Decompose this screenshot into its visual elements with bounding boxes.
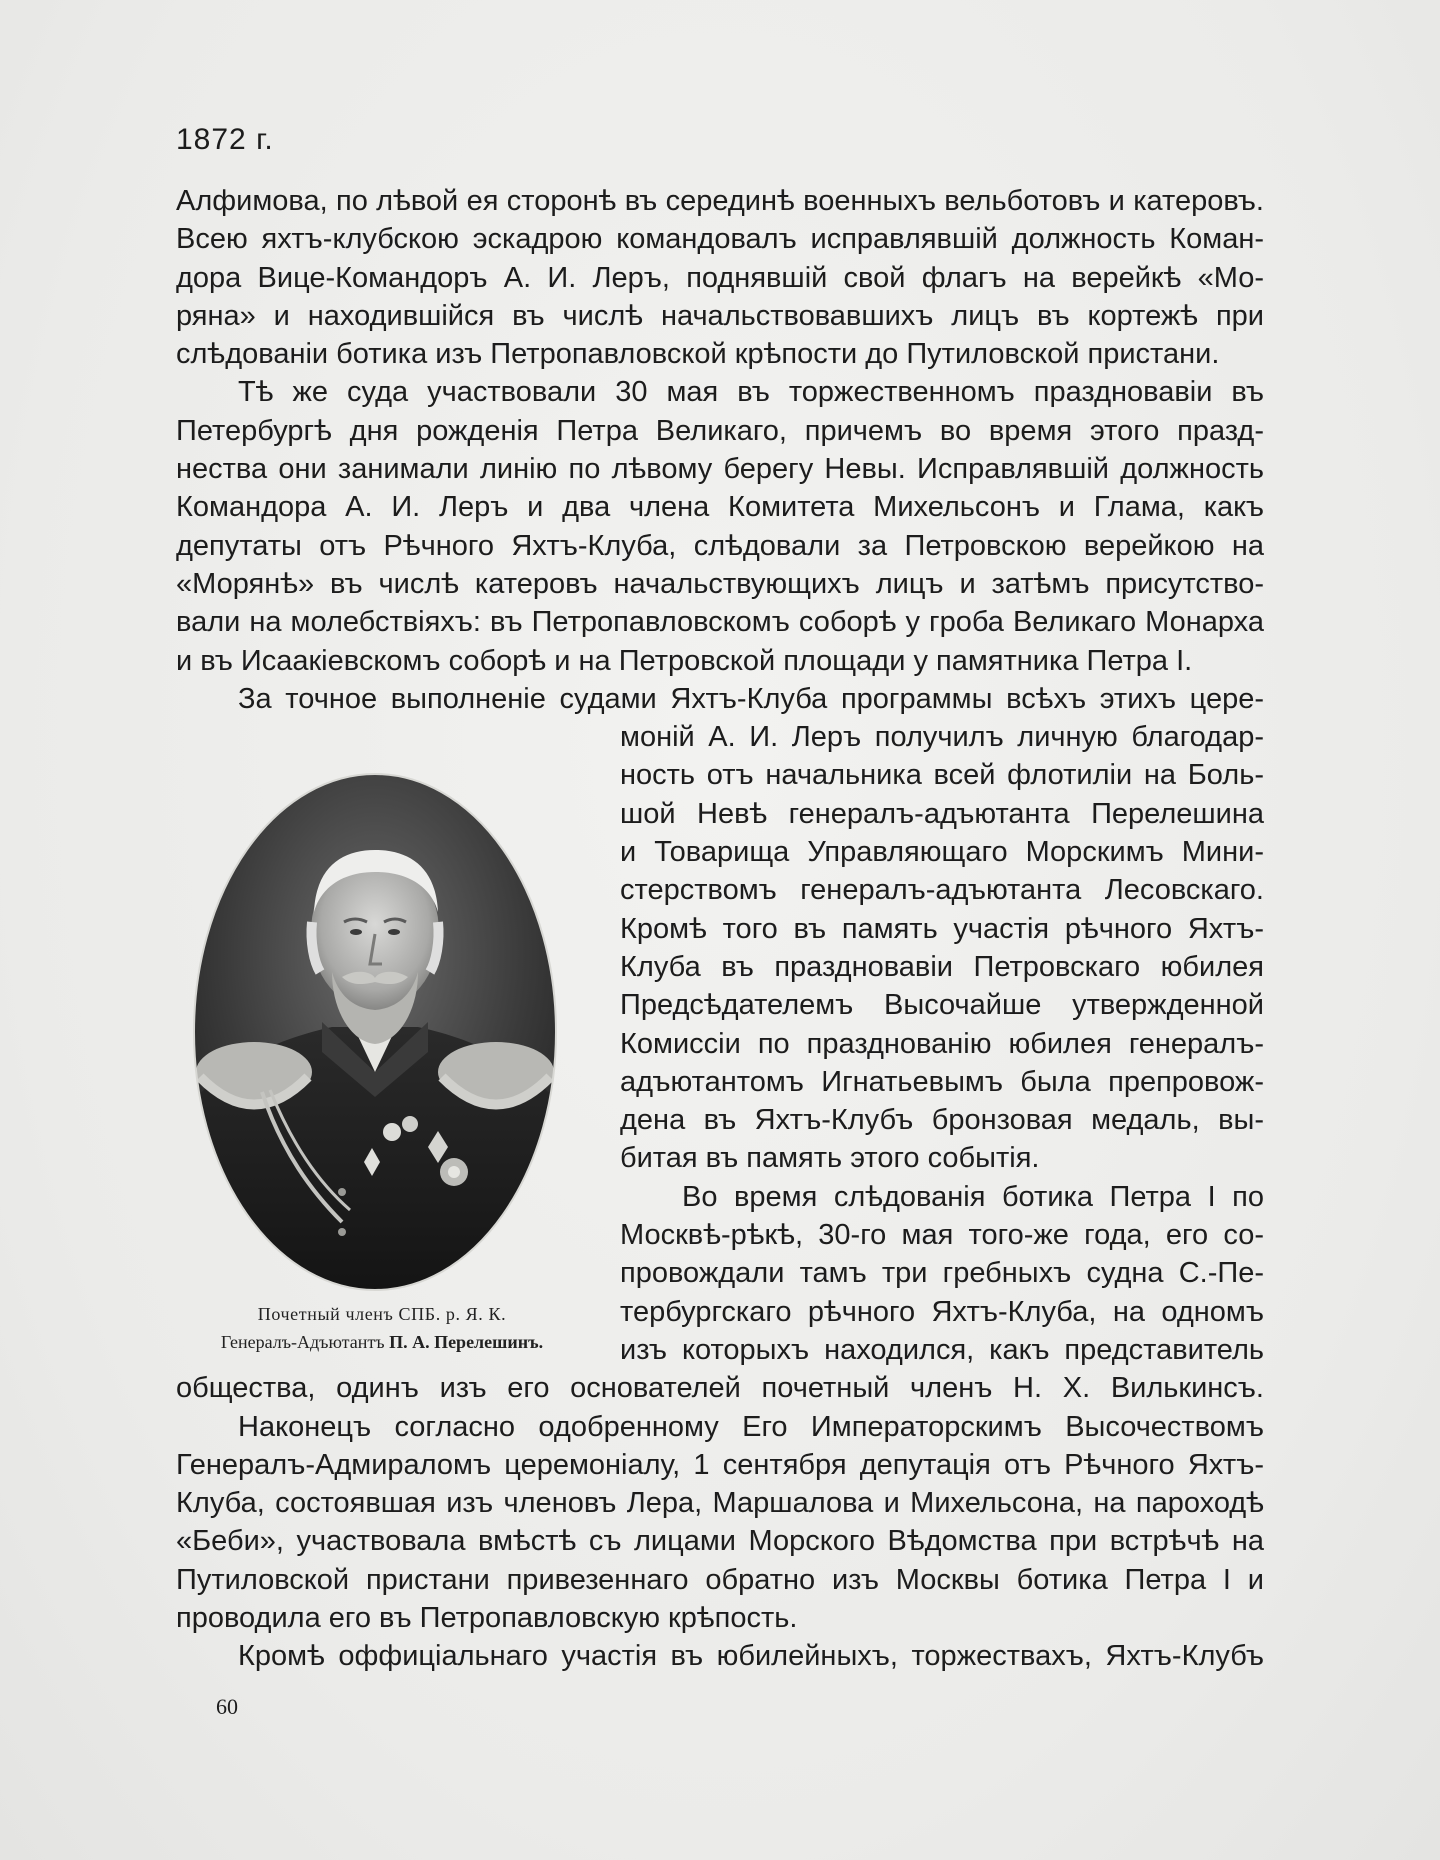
text-line: дора Вице-Командоръ А. И. Леръ, поднявшій свой флагъ на верейкѣ «Мо- bbox=[176, 261, 1264, 294]
text-line: Кромѣ оффиціальнаго участія въ юбилейныхъ, торжествахъ, Яхтъ-Клубъ bbox=[238, 1640, 1264, 1673]
caption-line-2 bbox=[182, 1328, 582, 1356]
text-line: Кромѣ того въ память участія рѣчного Яхтъ- bbox=[620, 912, 1264, 945]
text-line: «Морянѣ» въ числѣ катеровъ начальствующихъ лицъ и затѣмъ присутство- bbox=[176, 567, 1264, 600]
text-line: дена въ Яхтъ-Клубъ бронзовая медаль, вы- bbox=[620, 1104, 1264, 1137]
text-line: изъ которыхъ находился, какъ представитель bbox=[620, 1333, 1264, 1366]
text-line: ность отъ начальника всей флотиліи на Боль- bbox=[620, 759, 1264, 792]
page-number: 60 bbox=[216, 1694, 238, 1719]
text-line: За точное выполненіе судами Яхтъ-Клуба программы всѣхъ этихъ цере- bbox=[238, 682, 1264, 715]
body-text bbox=[176, 182, 1264, 1676]
text-line: вали на молебствіяхъ: въ Петропавловскомъ соборѣ у гроба Великаго Монарха bbox=[176, 606, 1264, 639]
text-line: и въ Исаакіевскомъ соборѣ и на Петровской площади у памятника Петра I. bbox=[176, 644, 1193, 677]
text-line: моній А. И. Леръ получилъ личную благодар- bbox=[620, 721, 1264, 754]
text-line: шой Невѣ генералъ-адъютанта Перелешина bbox=[620, 797, 1264, 830]
paragraph-block-bottom bbox=[176, 1369, 1264, 1675]
text-line: слѣдованіи ботика изъ Петропавловской крѣпости до Путиловской пристани. bbox=[176, 338, 1220, 371]
text-line: адъютантомъ Игнатьевымъ была препровож- bbox=[620, 1065, 1264, 1098]
figure-caption bbox=[182, 1300, 582, 1356]
portrait-photo bbox=[192, 772, 558, 1292]
figure-wrap-region bbox=[176, 718, 1264, 1369]
text-line: нества они занимали линію по лѣвому берегу Невы. Исправлявшій должность bbox=[176, 453, 1264, 486]
text-line: Наконецъ согласно одобренному Его Императорскимъ Высочествомъ bbox=[238, 1410, 1264, 1443]
text-line: Командора А. И. Леръ и два члена Комитета Михельсонъ и Глама, какъ bbox=[176, 491, 1264, 524]
text-line: Петербургѣ дня рожденія Петра Великаго, причемъ во время этого празд- bbox=[176, 414, 1264, 447]
text-line: ряна» и находившійся въ числѣ начальствовавшихъ лицъ въ кортежѣ при bbox=[176, 299, 1264, 332]
text-line: Москвѣ-рѣкѣ, 30-го мая того-же года, его со- bbox=[620, 1219, 1264, 1252]
paragraph-block-top bbox=[176, 182, 1264, 718]
caption-person-name: П. А. Перелешинъ. bbox=[389, 1332, 544, 1353]
caption-line-1: Почетный членъ СПБ. р. Я. К. bbox=[257, 1304, 507, 1325]
text-line: провождали тамъ три гребныхъ судна С.-Пе- bbox=[620, 1257, 1264, 1290]
page-year-header: 1872 г. bbox=[176, 123, 274, 156]
text-line: и Товарища Управляющаго Морскимъ Мини- bbox=[620, 836, 1264, 869]
text-line: общества, одинъ изъ его основателей почетный членъ Н. Х. Вилькинсъ. bbox=[176, 1372, 1264, 1405]
text-line: Алфимова, по лѣвой ея сторонѣ въ серединѣ военныхъ вельботовъ и катеровъ. bbox=[176, 185, 1264, 217]
text-line: Клуба въ праздновавіи Петровскаго юбилея bbox=[620, 950, 1264, 983]
text-line: проводила его въ Петропавловскую крѣпость. bbox=[176, 1601, 798, 1634]
text-line: Комиссіи по празднованію юбилея генералъ- bbox=[620, 1027, 1264, 1060]
text-line: битая въ память этого событія. bbox=[620, 1142, 1040, 1175]
text-line: Во время слѣдованія ботика Петра I по bbox=[682, 1180, 1264, 1213]
text-line: Генералъ-Адмираломъ церемоніалу, 1 сентября депутація отъ Рѣчного Яхтъ- bbox=[176, 1448, 1264, 1481]
portrait-figure bbox=[192, 772, 558, 1353]
text-line: стерствомъ генералъ-адъютанта Лесовскаго. bbox=[620, 874, 1264, 907]
caption-title: Генералъ-Адъютантъ bbox=[220, 1332, 390, 1353]
text-line: Тѣ же суда участвовали 30 мая въ торжественномъ праздновавіи въ bbox=[238, 376, 1264, 409]
text-line: Предсѣдателемъ Высочайше утвержденной bbox=[620, 989, 1264, 1022]
text-line: тербургскаго рѣчного Яхтъ-Клуба, на одномъ bbox=[620, 1295, 1264, 1328]
text-line: «Беби», участвовала вмѣстѣ съ лицами Морского Вѣдомства при встрѣчѣ на bbox=[176, 1525, 1264, 1558]
text-line: Путиловской пристани привезеннаго обратно изъ Москвы ботика Петра I и bbox=[176, 1563, 1264, 1596]
text-line: депутаты отъ Рѣчного Яхтъ-Клуба, слѣдовали за Петровскою верейкою на bbox=[176, 529, 1264, 562]
text-line: Всею яхтъ-клубскою эскадрою командовалъ исправлявшій должность Коман- bbox=[176, 223, 1264, 256]
text-line: Клуба, состоявшая изъ членовъ Лера, Маршалова и Михельсона, на пароходѣ bbox=[176, 1487, 1264, 1520]
